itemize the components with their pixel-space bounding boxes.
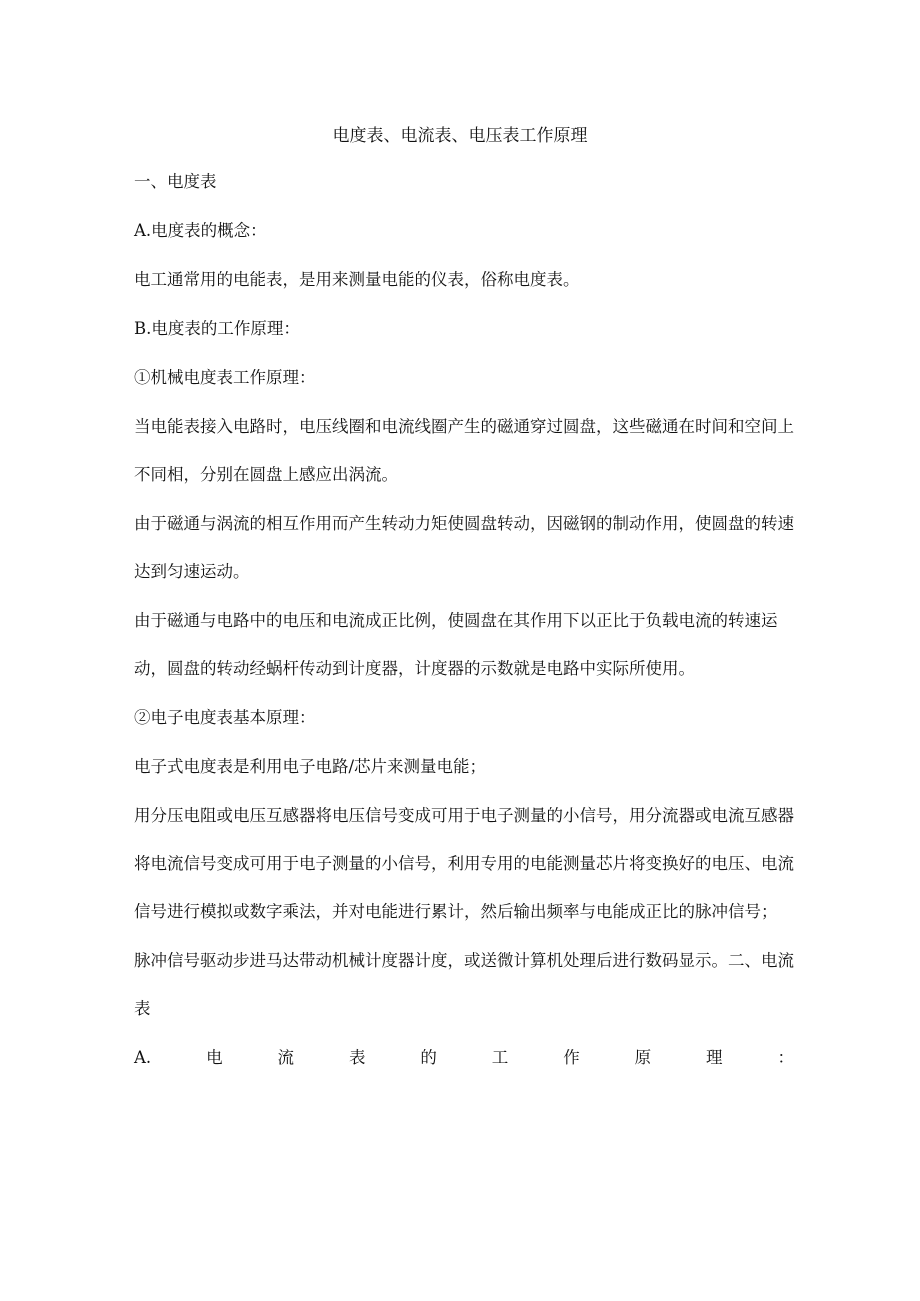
paragraph-concept: 电工通常用的电能表，是用来测量电能的仪表，俗称电度表。 xyxy=(134,270,580,289)
spread-char: 表 xyxy=(348,1048,366,1067)
spread-char: 的 xyxy=(420,1048,437,1067)
spread-char: ： xyxy=(777,1048,794,1067)
document-title: 电度表、电流表、电压表工作原理 xyxy=(332,126,588,146)
paragraph-mechanical-3: 由于磁通与电路中的电压和电流成正比例，使圆盘在其作用下以正比于负载电流的转速运动，圆盘的转动经蜗杆传动到计度器，计度器的示数就是电路中实际所使用。 xyxy=(134,611,778,678)
spread-char: 理 xyxy=(706,1048,723,1067)
spread-char: 原 xyxy=(634,1048,652,1067)
paragraph-electronic-1: 电子式电度表是利用电子电路/芯片来测量电能； xyxy=(134,757,487,776)
spread-char: 工 xyxy=(491,1048,509,1067)
paragraph-electronic-3: 脉冲信号驱动步进马达带动机械计度器计度，或送微计算机处理后进行数码显示。二、电流表 xyxy=(134,951,794,1018)
paragraph-mechanical-1: 当电能表接入电路时，电压线圈和电流线圈产生的磁通穿过圆盘，这些磁通在时间和空间上不同相，分别在圆盘上感应出涡流。 xyxy=(134,417,794,484)
spread-char: A. xyxy=(134,1048,152,1067)
subheading-ammeter-principle xyxy=(134,1046,794,1070)
subheading-concept: A.电度表的概念： xyxy=(134,221,267,240)
spread-char: 作 xyxy=(563,1048,580,1067)
document-body xyxy=(134,170,794,1095)
paragraph-electronic-2: 用分压电阻或电压互感器将电压信号变成可用于电子测量的小信号，用分流器或电流互感器将电流信号变成可用于电子测量的小信号，利用专用的电能测量芯片将变换好的电压、电流信号进行模拟或数字乘法，并对电能进行累计，然后输出频率与电能成正比的脉冲信号； xyxy=(134,806,794,921)
subheading-electronic: ②电子电度表基本原理： xyxy=(134,708,316,727)
subheading-mechanical: ①机械电度表工作原理： xyxy=(134,368,316,387)
spread-char: 流 xyxy=(277,1048,295,1067)
spread-char: 电 xyxy=(206,1048,223,1067)
section-heading-meter: 一、电度表 xyxy=(134,172,217,191)
subheading-principle: B.电度表的工作原理： xyxy=(134,319,300,338)
paragraph-mechanical-2: 由于磁通与涡流的相互作用而产生转动力矩使圆盘转动，因磁钢的制动作用，使圆盘的转速达到匀速运动。 xyxy=(134,514,794,581)
